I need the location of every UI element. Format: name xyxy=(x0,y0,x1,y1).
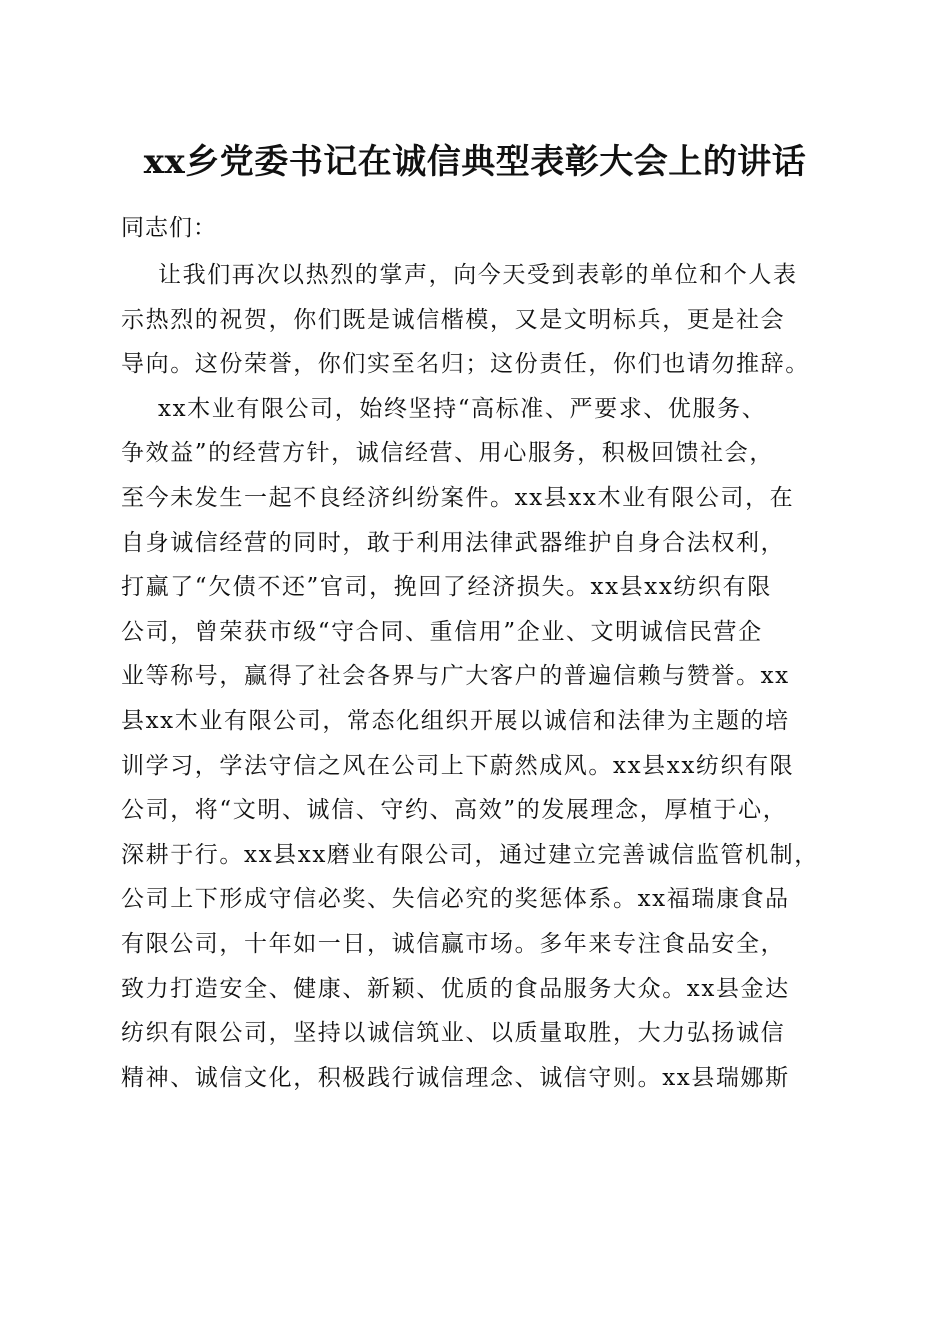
text-line: 让我们再次以热烈的掌声，向今天受到表彰的单位和个人表 xyxy=(158,262,798,288)
text-line: 训学习，学法守信之风在公司上下蔚然成风。xx县xx纺织有限 xyxy=(121,752,795,779)
text-line: 导向。这份荣誉，你们实至名归；这份责任，你们也请勿推辞。 xyxy=(121,351,810,378)
page-title: xx乡党委书记在诚信典型表彰大会上的讲话 xyxy=(143,142,807,182)
text-line: 打赢了“欠债不还”官司，挽回了经济损失。xx县xx纺织有限 xyxy=(121,574,772,601)
text-line: 业等称号，赢得了社会各界与广大客户的普遍信赖与赞誉。xx xyxy=(121,663,790,690)
text-line: 精神、诚信文化，积极践行诚信理念、诚信守则。xx县瑞娜斯 xyxy=(121,1064,790,1091)
text-line: 致力打造安全、健康、新颖、优质的食品服务大众。xx县金达 xyxy=(121,975,790,1002)
salutation: 同志们： xyxy=(121,215,217,241)
text-line: 深耕于行。xx县xx磨业有限公司，通过建立完善诚信监管机制， xyxy=(121,841,819,868)
text-line: 有限公司，十年如一日，诚信赢市场。多年来专注食品安全， xyxy=(121,930,786,957)
body-text xyxy=(121,253,829,1100)
text-line: 自身诚信经营的同时，敢于利用法律武器维护自身合法权利， xyxy=(121,529,786,556)
text-line: 至今未发生一起不良经济纠纷案件。xx县xx木业有限公司，在 xyxy=(121,484,795,511)
text-line: 纺织有限公司，坚持以诚信筑业、以质量取胜，大力弘扬诚信 xyxy=(121,1020,786,1047)
text-line: 示热烈的祝贺，你们既是诚信楷模，又是文明标兵，更是社会 xyxy=(121,306,786,333)
text-line: 争效益”的经营方针，诚信经营、用心服务，积极回馈社会， xyxy=(121,440,774,467)
text-line: xx木业有限公司，始终坚持“高标准、严要求、优服务、 xyxy=(158,395,767,422)
text-line: 公司，曾荣获市级“守合同、重信用”企业、文明诚信民营企 xyxy=(121,618,763,645)
text-line: 公司上下形成守信必奖、失信必究的奖惩体系。xx福瑞康食品 xyxy=(121,886,790,913)
text-line: 公司，将“文明、诚信、守约、高效”的发展理念，厚植于心， xyxy=(121,797,788,824)
text-line: 县xx木业有限公司，常态化组织开展以诚信和法律为主题的培 xyxy=(121,707,790,734)
